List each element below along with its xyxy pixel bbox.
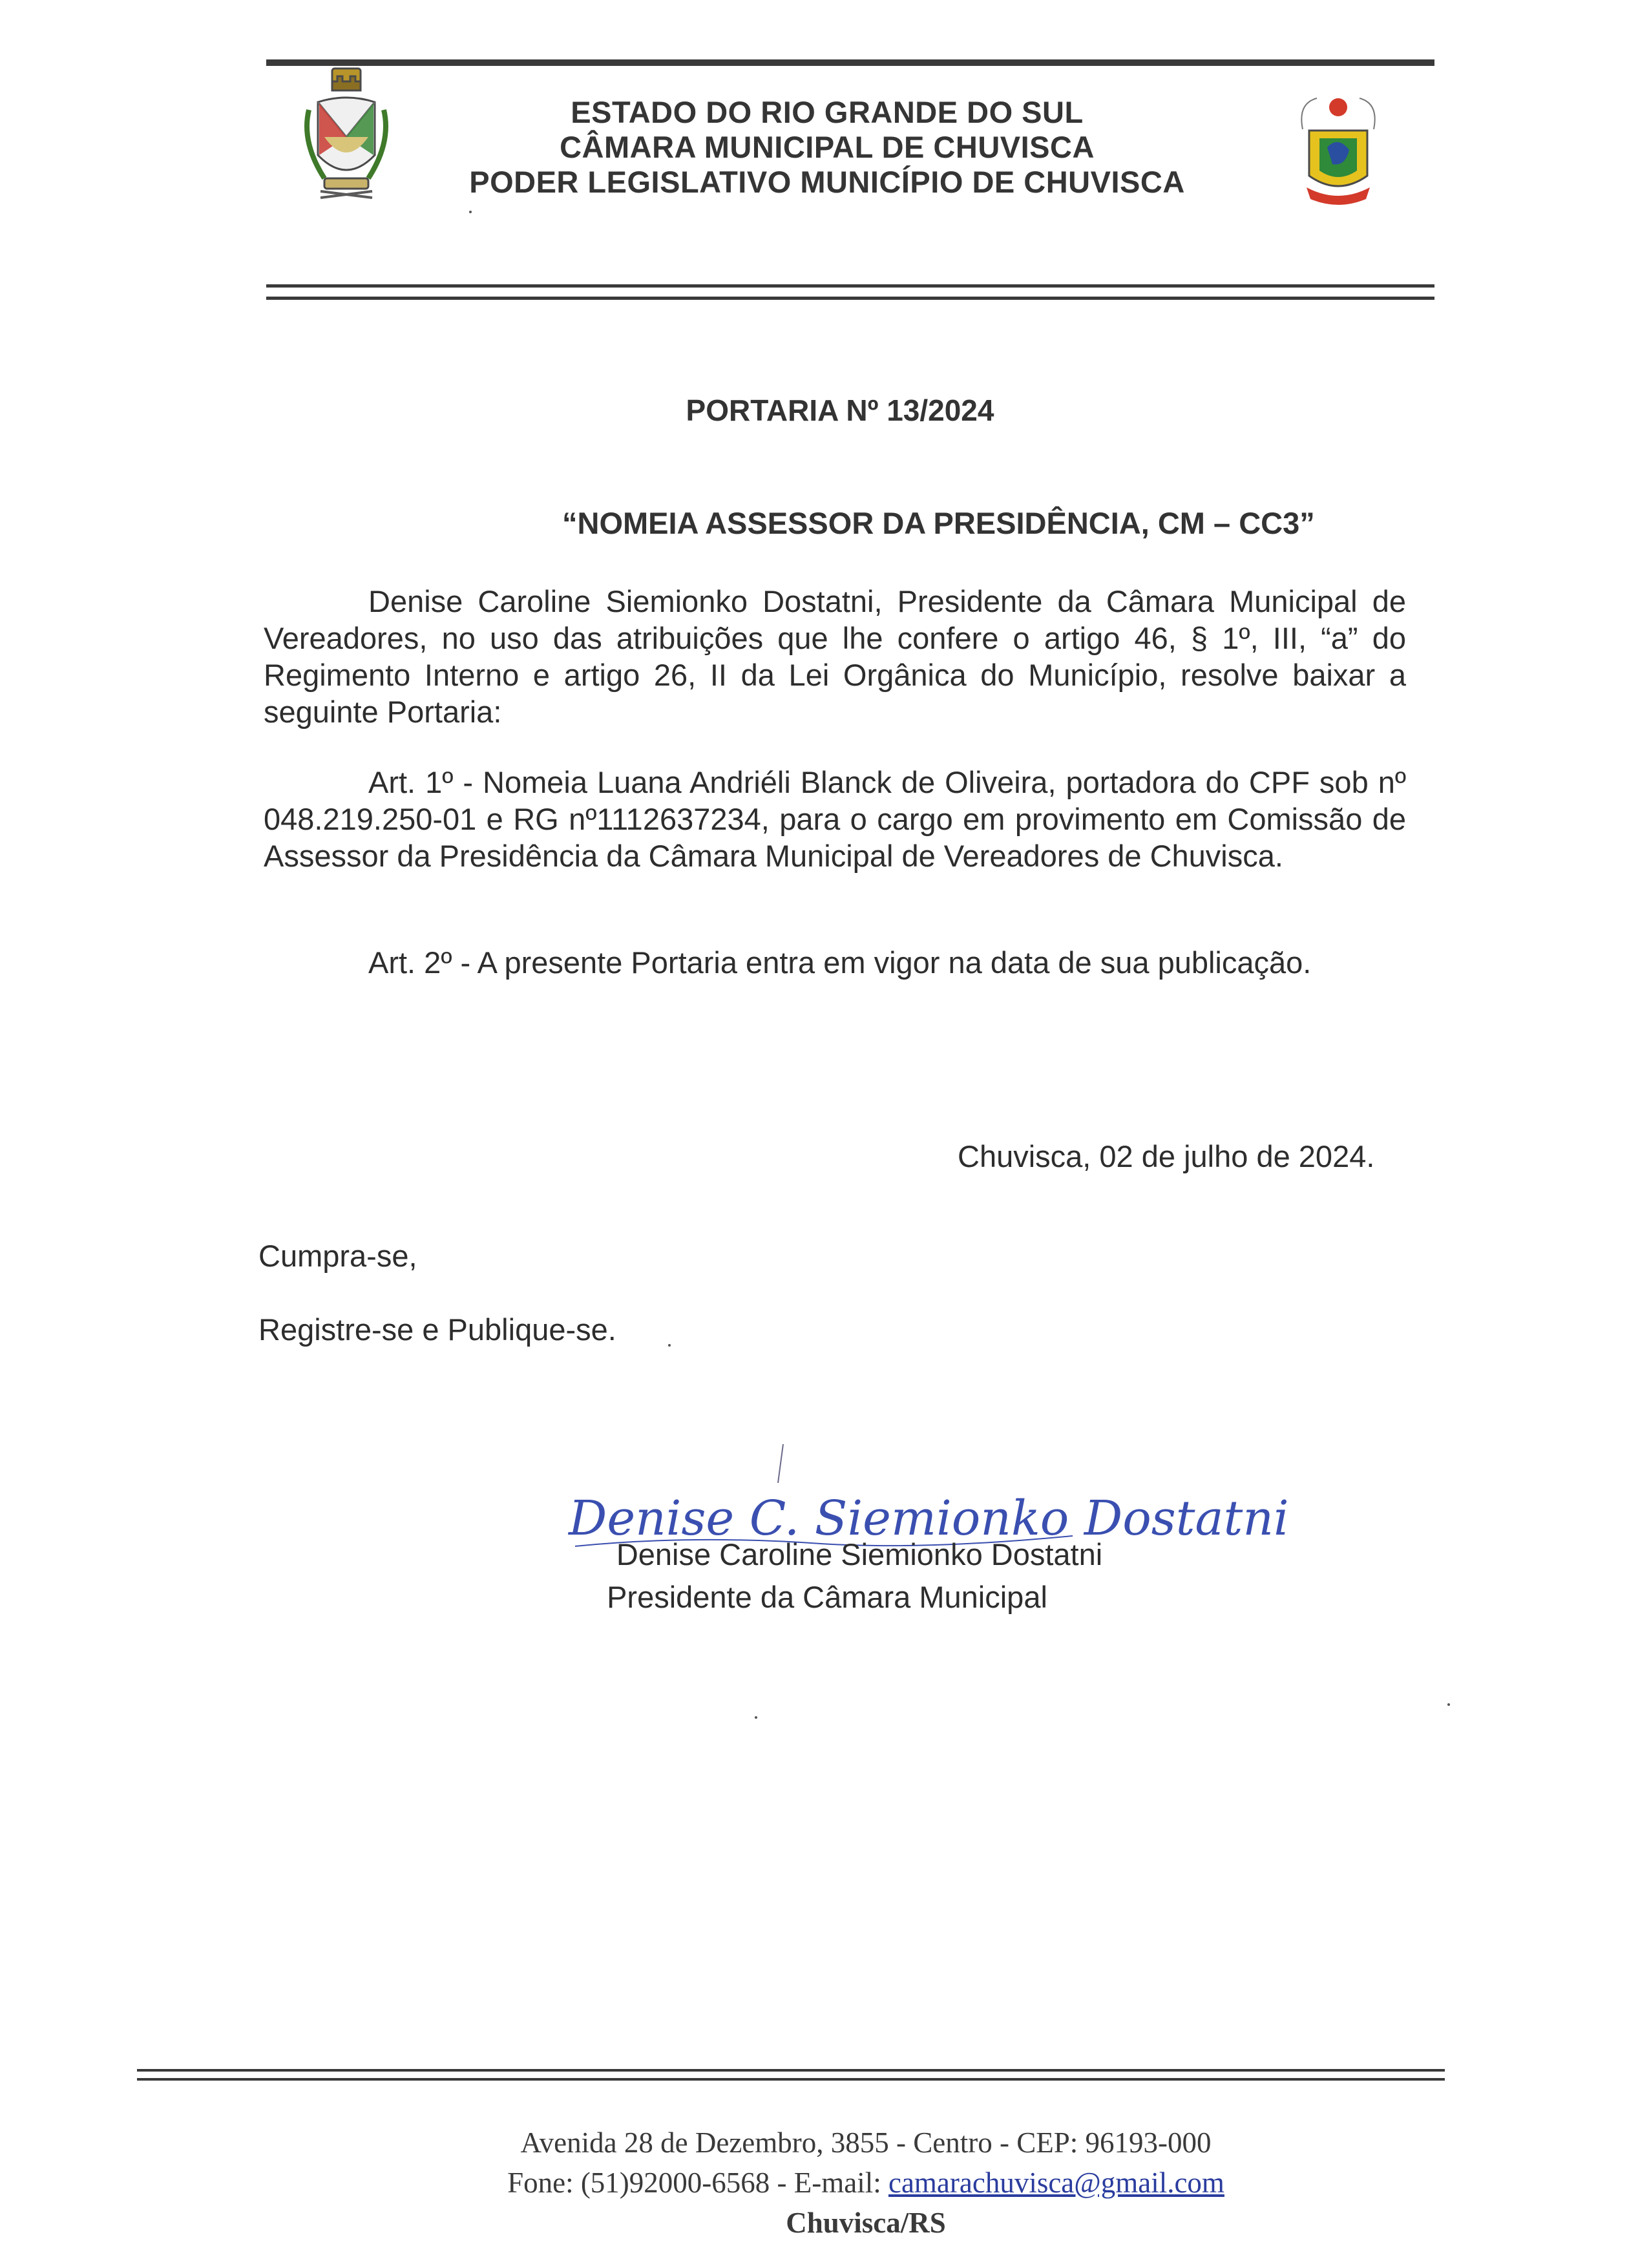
signatory-role: Presidente da Câmara Municipal xyxy=(607,1580,1047,1614)
header-legislative-line: PODER LEGISLATIVO MUNICÍPIO DE CHUVISCA xyxy=(469,165,1185,199)
ordinance-title: PORTARIA Nº 13/2024 xyxy=(686,394,994,427)
ordinance-subject: “NOMEIA ASSESSOR DA PRESIDÊNCIA, CM – CC3” xyxy=(562,506,1315,540)
article-1-text: Art. 1º - Nomeia Luana Andriéli Blanck de Oliveira, portadora do CPF sob nº 048.219.250-01 e RG nº1112637234, para o cargo em provimento em Comissão de Assessor da Presidência da Câmara Municipal de Vereadores de Chuvisca. xyxy=(264,765,1406,873)
article-2-paragraph: Art. 2º - A presente Portaria entra em vigor na data de sua publicação. xyxy=(368,945,1312,980)
signatory-name: Denise Caroline Siemionko Dostatni xyxy=(616,1537,1103,1571)
preamble-paragraph xyxy=(264,583,1406,730)
footer-city: Chuvisca/RS xyxy=(786,2207,946,2239)
closing-register-publish: Registre-se e Publique-se. xyxy=(258,1312,616,1347)
scan-speck xyxy=(755,1716,757,1719)
footer-phone: Fone: (51)92000-6568 - E-mail: xyxy=(507,2167,888,2199)
header-chamber-line: CÂMARA MUNICIPAL DE CHUVISCA xyxy=(560,130,1095,164)
header-state-line: ESTADO DO RIO GRANDE DO SUL xyxy=(571,95,1084,129)
footer-double-rule xyxy=(137,2069,1445,2081)
footer-address: Avenida 28 de Dezembro, 3855 - Centro - CEP: 96193-000 xyxy=(520,2126,1212,2159)
footer-contact xyxy=(297,2166,1434,2200)
header-top-rule xyxy=(266,59,1434,66)
place-and-date: Chuvisca, 02 de julho de 2024. xyxy=(958,1139,1375,1173)
header-bottom-double-rule xyxy=(266,284,1434,300)
scan-speck xyxy=(1447,1703,1450,1706)
signature-ink-text: Denise C. Siemionko Dostatni xyxy=(569,1491,1289,1546)
closing-comply: Cumpra-se, xyxy=(258,1239,417,1273)
preamble-text: Denise Caroline Siemionko Dostatni, Presidente da Câmara Municipal de Vereadores, no uso das atribuições que lhe confere o artigo 46, § 1º, III, “a” do Regimento Interno e artigo 26, II da Lei Orgânica do Município, resolve baixar a seguinte Portaria: xyxy=(264,584,1406,729)
scan-speck xyxy=(668,1344,671,1347)
chamber-emblem-icon xyxy=(1291,90,1385,207)
article-1-paragraph xyxy=(264,764,1406,874)
footer-email-link[interactable]: camarachuvisca@gmail.com xyxy=(888,2167,1224,2199)
scan-speck xyxy=(469,211,472,213)
